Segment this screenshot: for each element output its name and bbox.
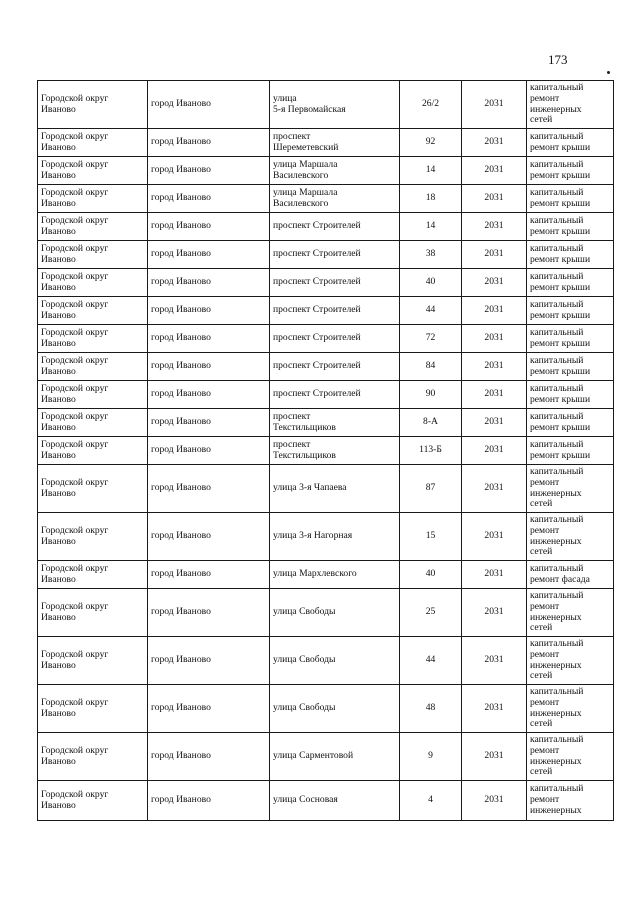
district-cell-line: Иваново <box>41 253 76 265</box>
work-type-cell-line: инженерных <box>530 804 582 816</box>
house-number-cell: 14 <box>400 157 462 185</box>
street-cell-line: улица Свободы <box>273 606 336 618</box>
district-cell <box>38 465 148 513</box>
work-type-cell-line: капитальный <box>530 242 584 254</box>
year-cell: 2031 <box>462 685 527 733</box>
street-cell-line: проспект <box>273 410 311 422</box>
work-type-cell-line: капитальный <box>530 214 584 226</box>
work-type-cell <box>527 81 614 129</box>
year-cell: 2031 <box>462 381 527 409</box>
city-cell: город Иваново <box>148 129 270 157</box>
city-cell: город Иваново <box>148 637 270 685</box>
street-cell-line: улица Сарментовой <box>273 750 354 762</box>
year-cell: 2031 <box>462 297 527 325</box>
district-cell-line: Иваново <box>41 197 76 209</box>
year-cell: 2031 <box>462 157 527 185</box>
year-cell: 2031 <box>462 81 527 129</box>
district-cell-line: Иваново <box>41 281 76 293</box>
street-cell <box>270 637 400 685</box>
district-cell <box>38 81 148 129</box>
work-type-cell-line: ремонт <box>530 524 560 536</box>
street-cell-line: улица Свободы <box>273 702 336 714</box>
work-type-cell-line: ремонт крыши <box>530 309 591 321</box>
house-number-cell: 38 <box>400 241 462 269</box>
work-type-cell-line: капитальный <box>530 734 584 746</box>
work-type-cell-line: капитальный <box>530 354 584 366</box>
street-cell <box>270 781 400 821</box>
house-number-cell: 48 <box>400 685 462 733</box>
district-cell-line: Городской округ <box>41 562 109 574</box>
district-cell-line: Городской округ <box>41 476 109 488</box>
district-cell-line: Иваново <box>41 449 76 461</box>
city-cell: город Иваново <box>148 437 270 465</box>
table-row <box>38 589 614 637</box>
work-type-cell-line: инженерных <box>530 535 582 547</box>
district-cell <box>38 781 148 821</box>
work-type-cell-line: сетей <box>530 718 553 730</box>
work-type-cell-line: капитальный <box>530 562 584 574</box>
street-cell-line: улица Мархлевского <box>273 568 357 580</box>
work-type-cell <box>527 781 614 821</box>
street-cell <box>270 129 400 157</box>
year-cell: 2031 <box>462 781 527 821</box>
work-type-cell <box>527 513 614 561</box>
work-type-cell-line: капитальный <box>530 514 584 526</box>
district-cell <box>38 513 148 561</box>
work-type-cell-line: ремонт фасада <box>530 573 590 585</box>
city-cell: город Иваново <box>148 733 270 781</box>
district-cell-line: Иваново <box>41 103 76 115</box>
street-cell <box>270 685 400 733</box>
table-row <box>38 409 614 437</box>
street-cell-line: улица Сосновая <box>273 794 338 806</box>
work-type-cell-line: капитальный <box>530 410 584 422</box>
table-row <box>38 353 614 381</box>
house-number-cell: 40 <box>400 269 462 297</box>
city-cell: город Иваново <box>148 381 270 409</box>
district-cell-line: Городской округ <box>41 298 109 310</box>
work-type-cell-line: капитальный <box>530 783 584 795</box>
table-row <box>38 781 614 821</box>
work-type-cell <box>527 437 614 465</box>
district-cell-line: Городской округ <box>41 600 109 612</box>
work-type-cell-line: капитальный <box>530 382 584 394</box>
year-cell: 2031 <box>462 213 527 241</box>
city-cell: город Иваново <box>148 213 270 241</box>
street-cell-line: проспект <box>273 438 311 450</box>
city-cell: город Иваново <box>148 353 270 381</box>
street-cell <box>270 381 400 409</box>
table-row <box>38 269 614 297</box>
work-type-cell-line: капитальный <box>530 590 584 602</box>
work-type-cell-line: сетей <box>530 498 553 510</box>
district-cell-line: Иваново <box>41 421 76 433</box>
work-type-cell-line: инженерных <box>530 755 582 767</box>
street-cell-line: 5-я Первомайская <box>273 103 346 115</box>
street-cell <box>270 325 400 353</box>
table-row <box>38 465 614 513</box>
work-type-cell-line: ремонт крыши <box>530 449 591 461</box>
work-type-cell-line: капитальный <box>530 438 584 450</box>
street-cell <box>270 81 400 129</box>
house-number-cell: 44 <box>400 637 462 685</box>
district-cell <box>38 241 148 269</box>
work-type-cell <box>527 241 614 269</box>
district-cell-line: Иваново <box>41 365 76 377</box>
work-type-cell-line: ремонт крыши <box>530 393 591 405</box>
street-cell-line: Василевского <box>273 169 329 181</box>
street-cell-line: проспект Строителей <box>273 332 361 344</box>
district-cell-line: Иваново <box>41 707 76 719</box>
district-cell <box>38 637 148 685</box>
house-number-cell: 4 <box>400 781 462 821</box>
district-cell-line: Городской округ <box>41 438 109 450</box>
house-number-cell: 18 <box>400 185 462 213</box>
table-row <box>38 513 614 561</box>
district-cell-line: Городской округ <box>41 382 109 394</box>
street-cell-line: улица 3-я Нагорная <box>273 530 353 542</box>
table-row <box>38 437 614 465</box>
street-cell-line: Василевского <box>273 197 329 209</box>
work-type-cell-line: инженерных <box>530 103 582 115</box>
district-cell-line: Городской округ <box>41 186 109 198</box>
street-cell-line: улица Маршала <box>273 158 338 170</box>
district-cell <box>38 437 148 465</box>
street-cell <box>270 437 400 465</box>
city-cell: город Иваново <box>148 465 270 513</box>
work-type-cell <box>527 353 614 381</box>
work-type-cell-line: ремонт крыши <box>530 141 591 153</box>
house-number-cell: 14 <box>400 213 462 241</box>
work-type-cell-line: ремонт крыши <box>530 421 591 433</box>
work-type-cell-line: ремонт <box>530 696 560 708</box>
work-type-cell-line: капитальный <box>530 466 584 478</box>
work-type-cell-line: ремонт <box>530 648 560 660</box>
district-cell-line: Городской округ <box>41 214 109 226</box>
registry-table <box>37 80 614 821</box>
district-cell-line: Городской округ <box>41 270 109 282</box>
work-type-cell-line: ремонт крыши <box>530 253 591 265</box>
street-cell-line: проспект Строителей <box>273 388 361 400</box>
year-cell: 2031 <box>462 561 527 589</box>
work-type-cell-line: ремонт <box>530 92 560 104</box>
house-number-cell: 15 <box>400 513 462 561</box>
district-cell <box>38 733 148 781</box>
table-row <box>38 325 614 353</box>
street-cell-line: проспект <box>273 130 311 142</box>
street-cell <box>270 353 400 381</box>
work-type-cell-line: сетей <box>530 546 553 558</box>
district-cell <box>38 157 148 185</box>
street-cell-line: улица Маршала <box>273 186 338 198</box>
district-cell-line: Иваново <box>41 393 76 405</box>
street-cell <box>270 185 400 213</box>
work-type-cell-line: ремонт крыши <box>530 337 591 349</box>
district-cell-line: Иваново <box>41 309 76 321</box>
house-number-cell: 9 <box>400 733 462 781</box>
city-cell: город Иваново <box>148 513 270 561</box>
year-cell: 2031 <box>462 637 527 685</box>
district-cell <box>38 685 148 733</box>
work-type-cell-line: ремонт крыши <box>530 197 591 209</box>
district-cell-line: Городской округ <box>41 410 109 422</box>
house-number-cell: 25 <box>400 589 462 637</box>
work-type-cell-line: капитальный <box>530 686 584 698</box>
district-cell-line: Городской округ <box>41 788 109 800</box>
district-cell-line: Иваново <box>41 141 76 153</box>
table-row <box>38 241 614 269</box>
street-cell-line: улица <box>273 92 297 104</box>
street-cell <box>270 269 400 297</box>
district-cell-line: Иваново <box>41 169 76 181</box>
work-type-cell-line: сетей <box>530 670 553 682</box>
street-cell <box>270 589 400 637</box>
work-type-cell-line: капитальный <box>530 130 584 142</box>
work-type-cell <box>527 185 614 213</box>
street-cell <box>270 513 400 561</box>
street-cell-line: проспект Строителей <box>273 276 361 288</box>
table-row <box>38 185 614 213</box>
year-cell: 2031 <box>462 325 527 353</box>
district-cell-line: Городской округ <box>41 744 109 756</box>
work-type-cell-line: ремонт <box>530 744 560 756</box>
city-cell: город Иваново <box>148 185 270 213</box>
district-cell-line: Городской округ <box>41 242 109 254</box>
street-cell <box>270 213 400 241</box>
street-cell <box>270 409 400 437</box>
street-cell <box>270 241 400 269</box>
street-cell-line: Текстильщиков <box>273 421 336 433</box>
year-cell: 2031 <box>462 437 527 465</box>
year-cell: 2031 <box>462 269 527 297</box>
district-cell-line: Городской округ <box>41 92 109 104</box>
house-number-cell: 92 <box>400 129 462 157</box>
district-cell <box>38 353 148 381</box>
city-cell: город Иваново <box>148 269 270 297</box>
district-cell <box>38 381 148 409</box>
work-type-cell-line: ремонт <box>530 476 560 488</box>
district-cell <box>38 589 148 637</box>
work-type-cell <box>527 297 614 325</box>
work-type-cell <box>527 589 614 637</box>
district-cell <box>38 297 148 325</box>
city-cell: город Иваново <box>148 297 270 325</box>
table-row <box>38 381 614 409</box>
street-cell <box>270 733 400 781</box>
work-type-cell-line: ремонт <box>530 600 560 612</box>
table-row <box>38 157 614 185</box>
page-number: 173 <box>548 52 568 67</box>
work-type-cell <box>527 561 614 589</box>
year-cell: 2031 <box>462 465 527 513</box>
table-row <box>38 81 614 129</box>
city-cell: город Иваново <box>148 685 270 733</box>
street-cell-line: проспект Строителей <box>273 360 361 372</box>
house-number-cell: 113-Б <box>400 437 462 465</box>
year-cell: 2031 <box>462 353 527 381</box>
table-row <box>38 297 614 325</box>
street-cell <box>270 465 400 513</box>
district-cell-line: Иваново <box>41 755 76 767</box>
district-cell-line: Иваново <box>41 225 76 237</box>
work-type-cell-line: ремонт крыши <box>530 365 591 377</box>
district-cell <box>38 325 148 353</box>
work-type-cell <box>527 213 614 241</box>
district-cell <box>38 185 148 213</box>
street-cell-line: Текстильщиков <box>273 449 336 461</box>
district-cell-line: Городской округ <box>41 354 109 366</box>
work-type-cell-line: капитальный <box>530 326 584 338</box>
house-number-cell: 87 <box>400 465 462 513</box>
district-cell-line: Иваново <box>41 337 76 349</box>
year-cell: 2031 <box>462 129 527 157</box>
work-type-cell-line: капитальный <box>530 186 584 198</box>
registry-table-body <box>38 81 614 821</box>
work-type-cell <box>527 381 614 409</box>
year-cell: 2031 <box>462 409 527 437</box>
work-type-cell-line: инженерных <box>530 707 582 719</box>
district-cell-line: Городской округ <box>41 158 109 170</box>
district-cell <box>38 409 148 437</box>
city-cell: город Иваново <box>148 409 270 437</box>
table-row <box>38 637 614 685</box>
table-row <box>38 685 614 733</box>
work-type-cell <box>527 269 614 297</box>
work-type-cell-line: ремонт крыши <box>530 225 591 237</box>
district-cell-line: Городской округ <box>41 524 109 536</box>
district-cell <box>38 269 148 297</box>
district-cell <box>38 213 148 241</box>
year-cell: 2031 <box>462 733 527 781</box>
work-type-cell <box>527 733 614 781</box>
work-type-cell-line: ремонт <box>530 794 560 806</box>
district-cell <box>38 561 148 589</box>
district-cell-line: Иваново <box>41 799 76 811</box>
district-cell-line: Иваново <box>41 611 76 623</box>
street-cell-line: проспект Строителей <box>273 220 361 232</box>
work-type-cell-line: сетей <box>530 114 553 126</box>
city-cell: город Иваново <box>148 781 270 821</box>
city-cell: город Иваново <box>148 589 270 637</box>
house-number-cell: 90 <box>400 381 462 409</box>
work-type-cell-line: капитальный <box>530 270 584 282</box>
district-cell-line: Городской округ <box>41 648 109 660</box>
work-type-cell-line: капитальный <box>530 158 584 170</box>
street-cell-line: улица 3-я Чапаева <box>273 482 347 494</box>
year-cell: 2031 <box>462 241 527 269</box>
city-cell: город Иваново <box>148 325 270 353</box>
street-cell <box>270 297 400 325</box>
house-number-cell: 8-А <box>400 409 462 437</box>
year-cell: 2031 <box>462 185 527 213</box>
work-type-cell-line: сетей <box>530 622 553 634</box>
work-type-cell-line: ремонт крыши <box>530 281 591 293</box>
house-number-cell: 40 <box>400 561 462 589</box>
district-cell-line: Иваново <box>41 573 76 585</box>
district-cell-line: Иваново <box>41 487 76 499</box>
district-cell-line: Городской округ <box>41 696 109 708</box>
city-cell: город Иваново <box>148 81 270 129</box>
work-type-cell-line: ремонт крыши <box>530 169 591 181</box>
year-cell: 2031 <box>462 513 527 561</box>
work-type-cell-line: капитальный <box>530 638 584 650</box>
work-type-cell-line: инженерных <box>530 611 582 623</box>
table-row <box>38 561 614 589</box>
city-cell: город Иваново <box>148 241 270 269</box>
street-cell-line: Шереметевский <box>273 141 339 153</box>
district-cell-line: Иваново <box>41 535 76 547</box>
work-type-cell-line: капитальный <box>530 82 584 94</box>
table-row <box>38 213 614 241</box>
street-cell <box>270 157 400 185</box>
district-cell-line: Иваново <box>41 659 76 671</box>
street-cell-line: проспект Строителей <box>273 304 361 316</box>
work-type-cell-line: инженерных <box>530 487 582 499</box>
work-type-cell-line: капитальный <box>530 298 584 310</box>
city-cell: город Иваново <box>148 157 270 185</box>
work-type-cell-line: сетей <box>530 766 553 778</box>
work-type-cell <box>527 637 614 685</box>
street-cell-line: проспект Строителей <box>273 248 361 260</box>
work-type-cell-line: инженерных <box>530 659 582 671</box>
house-number-cell: 72 <box>400 325 462 353</box>
house-number-cell: 44 <box>400 297 462 325</box>
table-row <box>38 733 614 781</box>
work-type-cell <box>527 325 614 353</box>
table-row <box>38 129 614 157</box>
work-type-cell <box>527 465 614 513</box>
house-number-cell: 26/2 <box>400 81 462 129</box>
district-cell <box>38 129 148 157</box>
street-cell <box>270 561 400 589</box>
city-cell: город Иваново <box>148 561 270 589</box>
year-cell: 2031 <box>462 589 527 637</box>
district-cell-line: Городской округ <box>41 326 109 338</box>
street-cell-line: улица Свободы <box>273 654 336 666</box>
work-type-cell <box>527 685 614 733</box>
work-type-cell <box>527 129 614 157</box>
scan-mark <box>607 71 610 74</box>
work-type-cell <box>527 157 614 185</box>
district-cell-line: Городской округ <box>41 130 109 142</box>
house-number-cell: 84 <box>400 353 462 381</box>
work-type-cell <box>527 409 614 437</box>
